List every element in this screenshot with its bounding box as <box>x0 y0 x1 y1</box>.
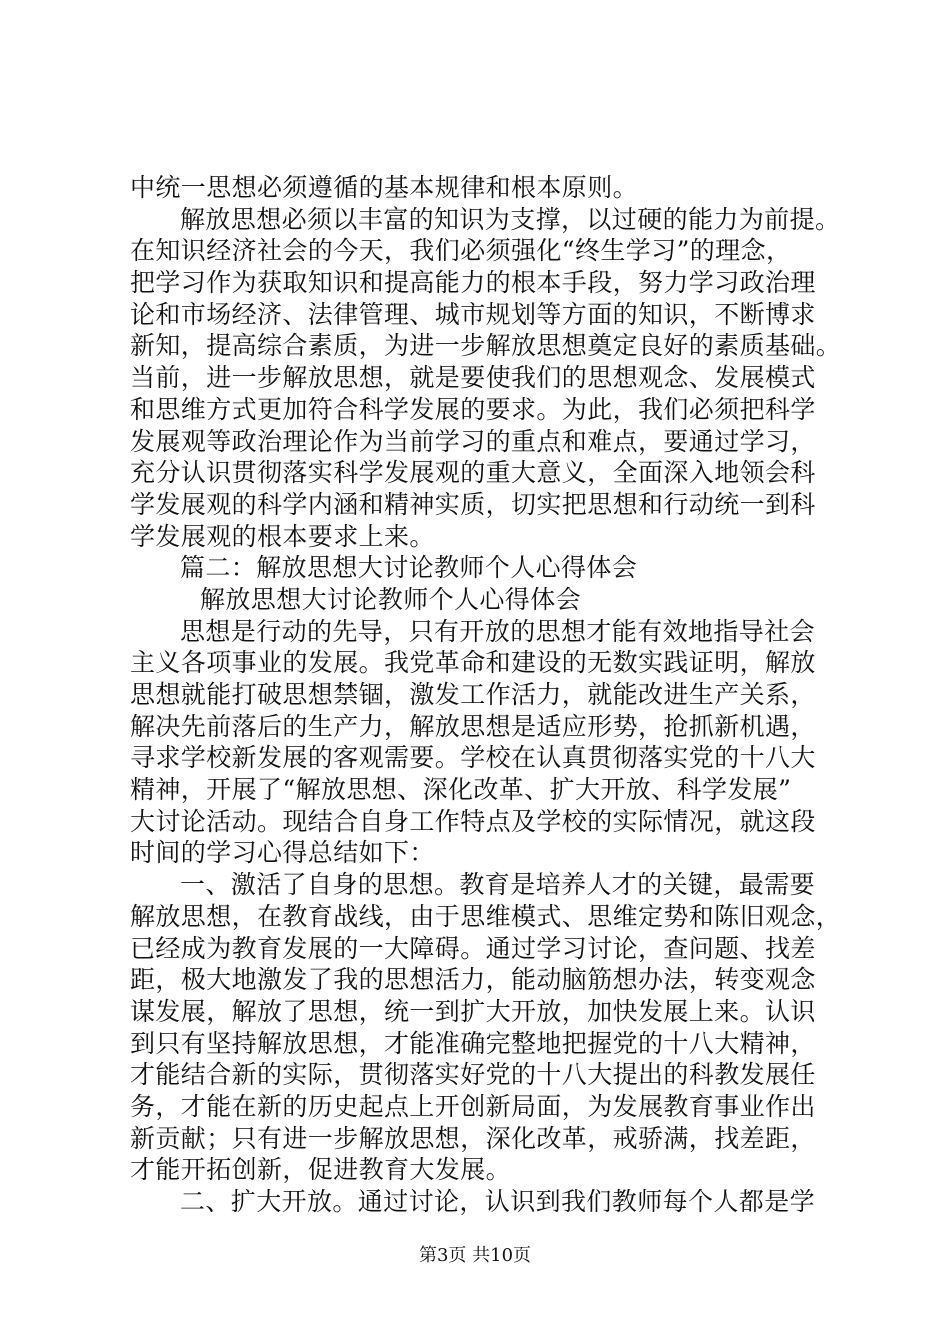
text-line: 大讨论活动。现结合自身工作特点及学校的实际情况，就这段 <box>130 806 816 836</box>
text-line: 到只有坚持解放思想，才能准确完整地把握党的十八大精神， <box>130 1028 816 1058</box>
paragraph-first-line: 二、扩大开放。通过讨论，认识到我们教师每个人都是学 <box>180 1187 816 1216</box>
text-line: 新知，提高综合素质，为进一步解放思想奠定良好的素质基础。 <box>130 331 842 361</box>
paragraph-first-line: 一、激活了自身的思想。教育是培养人才的关键，最需要 <box>180 870 816 900</box>
text-line: 学发展观的根本要求上来。 <box>130 521 435 551</box>
text-line: 思想就能打破思想禁锢，激发工作活力，就能改进生产关系， <box>130 680 816 709</box>
text-line: 和思维方式更加符合科学发展的要求。为此，我们必须把科学 <box>130 394 816 424</box>
text-line: 寻求学校新发展的客观需要。学校在认真贯彻落实党的十八大 <box>130 743 816 773</box>
text-line: 已经成为教育发展的一大障碍。通过学习讨论，查问题、找差 <box>130 933 816 963</box>
text-line: 学发展观的科学内涵和精神实质，切实把思想和行动统一到科 <box>130 489 816 519</box>
text-line: 把学习作为获取知识和提高能力的根本手段，努力学习政治理 <box>130 268 816 298</box>
paragraph-first-line: 思想是行动的先导，只有开放的思想才能有效地指导社会 <box>180 616 816 646</box>
text-line: 谋发展，解放了思想，统一到扩大开放，加快发展上来。认识 <box>130 996 816 1026</box>
text-line: 论和市场经济、法律管理、城市规划等方面的知识，不断博求 <box>130 299 816 329</box>
text-line: 务，才能在新的历史起点上开创新局面，为发展教育事业作出 <box>130 1091 816 1121</box>
text-line: 精神，开展了“解放思想、深化改革、扩大开放、科学发展” <box>130 775 792 805</box>
text-line: 距，极大地激发了我的思想活力，能动脑筋想办法，转变观念 <box>130 965 816 995</box>
text-line: 新贡献；只有进一步解放思想，深化改革，戒骄满，找差距， <box>130 1123 816 1153</box>
text-line: 充分认识贯彻落实科学发展观的重大意义，全面深入地领会科 <box>130 458 816 488</box>
text-line: 解放思想，在教育战线，由于思维模式、思维定势和陈旧观念， <box>130 901 842 931</box>
text-line: 主义各项事业的发展。我党革命和建设的无数实践证明，解放 <box>130 648 816 678</box>
section-heading: 篇二：解放思想大讨论教师个人心得体会 <box>180 553 638 583</box>
text-line: 中统一思想必须遵循的基本规律和根本原则。 <box>130 173 639 202</box>
text-line: 时间的学习心得总结如下： <box>130 838 435 868</box>
page-number: 第3页 共10页 <box>418 1245 532 1266</box>
text-line: 当前，进一步解放思想，就是要使我们的思想观念、发展模式 <box>130 363 816 393</box>
document-body <box>130 172 842 1218</box>
text-line: 在知识经济社会的今天，我们必须强化“终生学习”的理念， <box>130 236 792 266</box>
text-line: 才能结合新的实际，贯彻落实好党的十八大提出的科教发展任 <box>130 1060 816 1090</box>
text-line: 发展观等政治理论作为当前学习的重点和难点，要通过学习， <box>130 426 816 456</box>
text-line: 解决先前落后的生产力，解放思想是适应形势，抢抓新机遇， <box>130 711 816 741</box>
text-line: 才能开拓创新，促进教育大发展。 <box>130 1155 512 1185</box>
article-title: 解放思想大讨论教师个人心得体会 <box>200 584 582 614</box>
paragraph-first-line: 解放思想必须以丰富的知识为支撑，以过硬的能力为前提。 <box>180 204 841 234</box>
